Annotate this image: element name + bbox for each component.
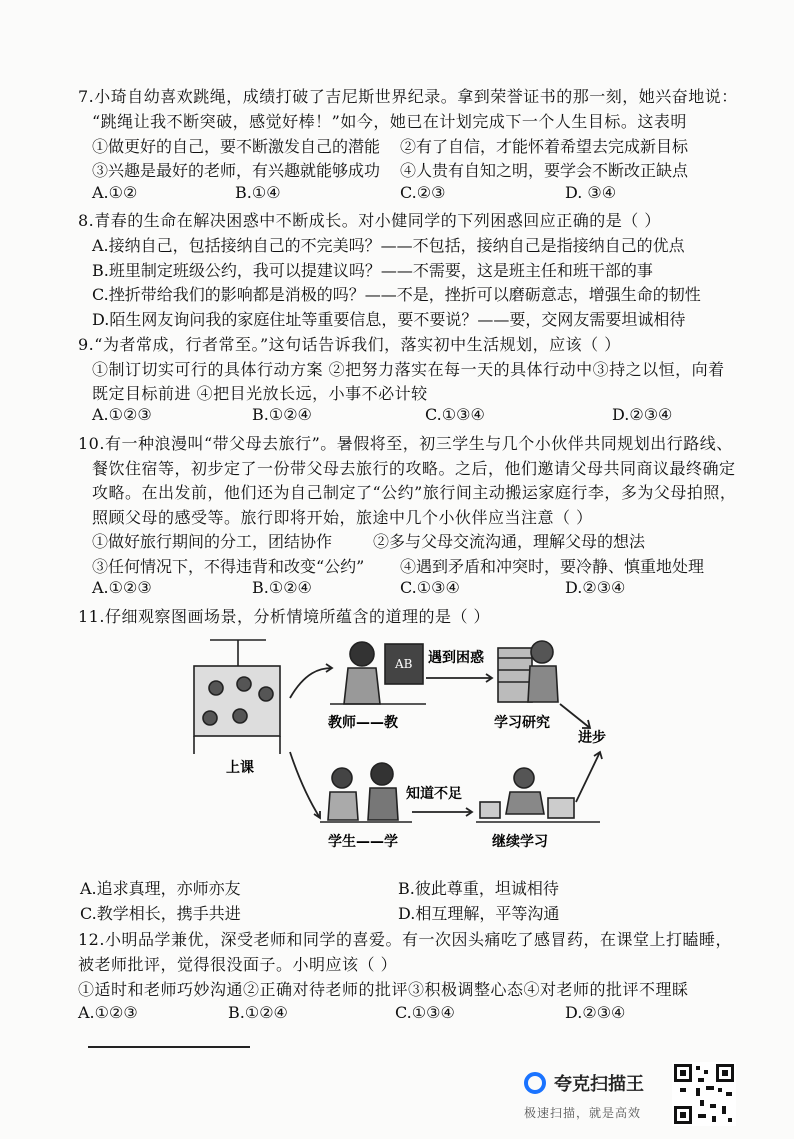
q8-option-c: C.挫折带给我们的影响都是消极的吗？——不是，挫折可以磨砺意志，增强生命的韧性 [92,285,701,304]
q10-option-d: D.②③④ [565,578,626,597]
q12-stem-line2: 被老师批评，觉得很没面子。小明应该（ ） [78,955,398,974]
q10-stem-line1: 10.有一种浪漫叫“带父母去旅行”。暑假将至，初三学生与几个小伙伴共同规划出行路线、 [78,434,733,453]
label-zhidao: 知道不足 [406,786,462,802]
q7-statement-2: ②有了自信，才能怀着希望去完成新目标 [400,137,689,156]
q9-stem-line1: 9.“为者常成，行者常至。”这句话告诉我们，落实初中生活规划，应该（ ） [78,335,621,354]
q11-option-b: B.彼此尊重，坦诚相待 [398,879,559,898]
q12-option-b: B.①②④ [228,1003,288,1022]
classroom-scene-drawing [194,640,280,754]
q10-statement-4: ④遇到矛盾和冲突时，要冷静、慎重地处理 [400,557,705,576]
q8-stem: 8.青春的生命在解决困惑中不断成长。对小健同学的下列困惑回应正确的是（ ） [78,211,661,230]
q11-illustration [180,632,620,862]
scanner-watermark [520,1060,670,1130]
svg-text:AB: AB [395,657,413,671]
quark-logo-icon [524,1072,546,1094]
q9-stem-line3: 既定目标前进 ④把目光放长远，小事不必计较 [92,384,428,403]
q7-stem-line2: “跳绳让我不断突破，感觉好棒！”如今，她已在计划完成下一个人生目标。这表明 [92,112,687,131]
label-jixu: 继续学习 [492,834,548,850]
q7-option-c: C.②③ [400,183,446,202]
q10-stem-line3: 攻略。在出发前，他们还为自己制定了“公约”旅行间主动搬运家庭行李，多为父母拍照， [92,483,737,502]
research-scene-drawing [498,641,558,702]
teacher-scene-drawing [330,642,426,704]
q8-option-a: A.接纳自己，包括接纳自己的不完美吗？——不包括，接纳自己是指接纳自己的优点 [92,236,685,255]
continue-learning-scene-drawing [476,768,600,822]
q10-option-a: A.①②③ [92,578,152,597]
q7-statement-1: ①做更好的自己，要不断激发自己的潜能 [92,137,381,156]
q12-stem-line3: ①适时和老师巧妙沟通②正确对待老师的批评③积极调整心态④对老师的批评不理睬 [78,980,689,999]
q9-option-d: D.②③④ [612,405,673,424]
q12-option-a: A.①②③ [78,1003,138,1022]
label-xuesheng: 学生——学 [328,834,398,850]
label-shangke: 上课 [226,760,254,776]
q10-option-b: B.①②④ [252,578,312,597]
q10-statement-3: ③任何情况下，不得违背和改变“公约” [92,557,365,576]
q11-option-a: A.追求真理，亦师亦友 [80,879,241,898]
q9-stem-line2: ①制订切实可行的具体行动方案 ②把努力落实在每一天的具体行动中③持之以恒，向着 [92,360,725,379]
label-jinbu: 进步 [578,730,606,746]
q11-option-d: D.相互理解，平等沟通 [398,904,560,923]
q7-statement-4: ④人贵有自知之明，要学会不断改正缺点 [400,161,689,180]
q7-option-b: B.①④ [235,183,281,202]
q7-option-a: A.①② [92,183,138,202]
q8-option-d: D.陌生网友询问我的家庭住址等重要信息，要不要说？——要，交网友需要坦诚相待 [92,310,686,329]
q10-stem-line4: 照顾父母的感受等。旅行即将开始，旅途中几个小伙伴应当注意（ ） [92,508,593,527]
q11-stem: 11.仔细观察图画场景，分析情境所蕴含的道理的是（ ） [78,607,491,626]
student-scene-drawing [320,763,412,822]
q7-statement-3: ③兴趣是最好的老师，有兴趣就能够成功 [92,161,381,180]
q12-stem-line1: 12.小明品学兼优，深受老师和同学的喜爱。有一次因头痛吃了感冒药，在课堂上打瞌睡， [78,930,732,949]
q10-stem-line2: 餐饮住宿等，初步定了一份带父母去旅行的攻略。之后，他们邀请父母共同商议最终确定 [92,459,736,478]
q9-option-b: B.①②④ [252,405,312,424]
q10-statement-1: ①做好旅行期间的分工，团结协作 [92,532,333,551]
q12-option-c: C.①③④ [395,1003,455,1022]
qr-code-icon [672,1062,736,1126]
footer-rule [88,1046,250,1048]
watermark-slogan: 极速扫描，就是高效 [524,1106,642,1120]
label-xuexi: 学习研究 [494,715,550,731]
label-yudao: 遇到困惑 [428,650,484,666]
q7-stem-line1: 7.小琦自幼喜欢跳绳，成绩打破了吉尼斯世界纪录。拿到荣誉证书的那一刻，她兴奋地说： [78,87,738,106]
q11-option-c: C.教学相长，携手共进 [80,904,241,923]
label-jiaoshi: 教师——教 [328,715,398,731]
q9-option-c: C.①③④ [425,405,485,424]
q10-option-c: C.①③④ [400,578,460,597]
q7-option-d: D. ③④ [565,183,617,202]
q8-option-b: B.班里制定班级公约，我可以提建议吗？——不需要，这是班主任和班干部的事 [92,261,653,280]
q10-statement-2: ②多与父母交流沟通，理解父母的想法 [373,532,646,551]
q9-option-a: A.①②③ [92,405,152,424]
watermark-name: 夸克扫描王 [554,1074,644,1095]
q12-option-d: D.②③④ [565,1003,626,1022]
